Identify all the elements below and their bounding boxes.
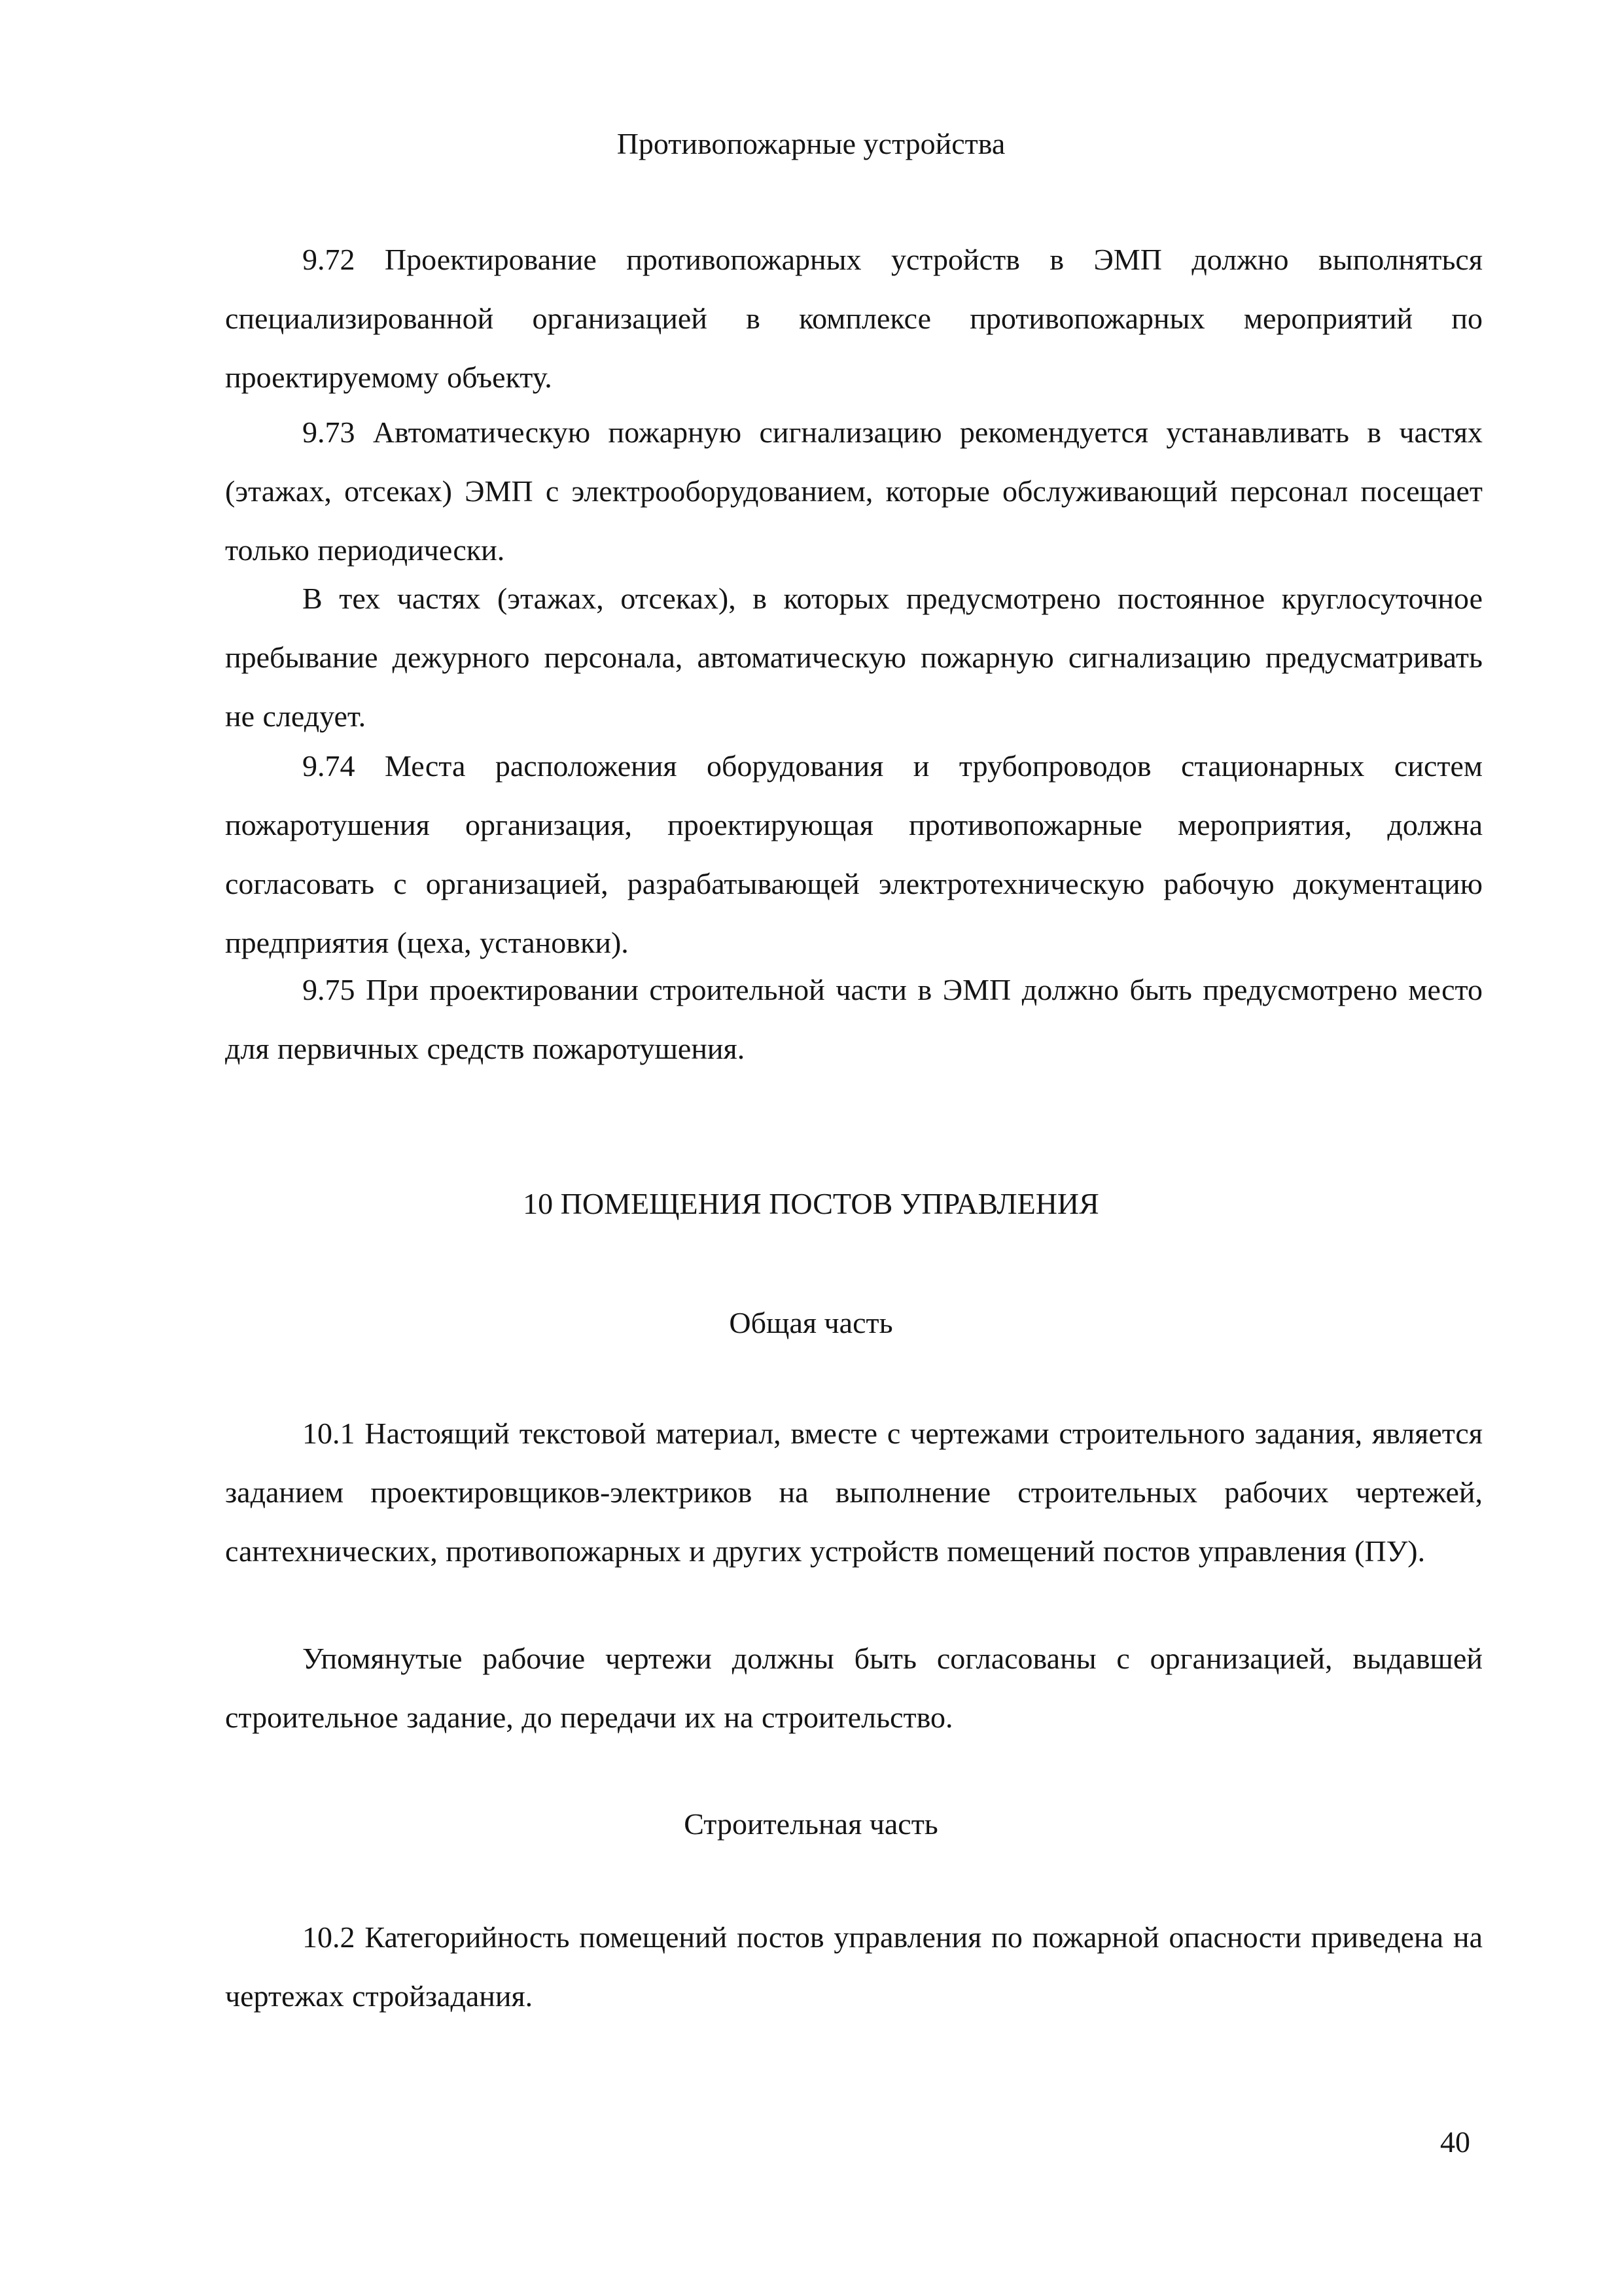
paragraph-9-75: 9.75 При проектировании строительной части в ЭМП должно быть предусмотрено место для первичных средств пожаротушения. <box>225 973 1483 1065</box>
paragraph-24h-duty: В тех частях (этажах, отсеках), в которых предусмотрено постоянное круглосуточное пребывание дежурного персонала, автоматическую пожарную сигнализацию предусматривать не следует. <box>225 582 1483 733</box>
paragraph-9-74: 9.74 Места расположения оборудования и трубопроводов стационарных систем пожаротушения организация, проектирующая противопожарные мероприятия, должна согласовать с организацией, разрабатывающей электротехническую рабочую документацию предприятия (цеха, установки). <box>225 749 1483 959</box>
subheading-general-part: Общая часть <box>729 1306 893 1339</box>
paragraph-9-73: 9.73 Автоматическую пожарную сигнализацию рекомендуется устанавливать в частях (этажах, отсеках) ЭМП с электрооборудованием, которые обслуживающий персонал посещает только периодически. <box>225 415 1483 567</box>
paragraph-9-72: 9.72 Проектирование противопожарных устройств в ЭМП должно выполняться специализированной организацией в комплексе противопожарных мероприятий по проектируемому объекту. <box>225 243 1483 394</box>
paragraph-approval: Упомянутые рабочие чертежи должны быть согласованы с организацией, выдавшей строительное задание, до передачи их на строительство. <box>225 1642 1483 1734</box>
chapter-title-10: 10 ПОМЕЩЕНИЯ ПОСТОВ УПРАВЛЕНИЯ <box>523 1187 1099 1220</box>
paragraph-10-2: 10.2 Категорийность помещений постов управления по пожарной опасности приведена на чертежах стройзадания. <box>225 1920 1483 2013</box>
paragraph-10-1: 10.1 Настоящий текстовой материал, вместе с чертежами строительного задания, является заданием проектировщиков-электриков на выполнение строительных рабочих чертежей, сантехнических, противопожарных и других устройств помещений постов управления (ПУ). <box>225 1417 1483 1568</box>
subheading-construction-part: Строительная часть <box>684 1807 938 1841</box>
section-heading-fire-devices: Противопожарные устройства <box>616 127 1006 160</box>
page-number: 40 <box>1440 2125 1470 2159</box>
